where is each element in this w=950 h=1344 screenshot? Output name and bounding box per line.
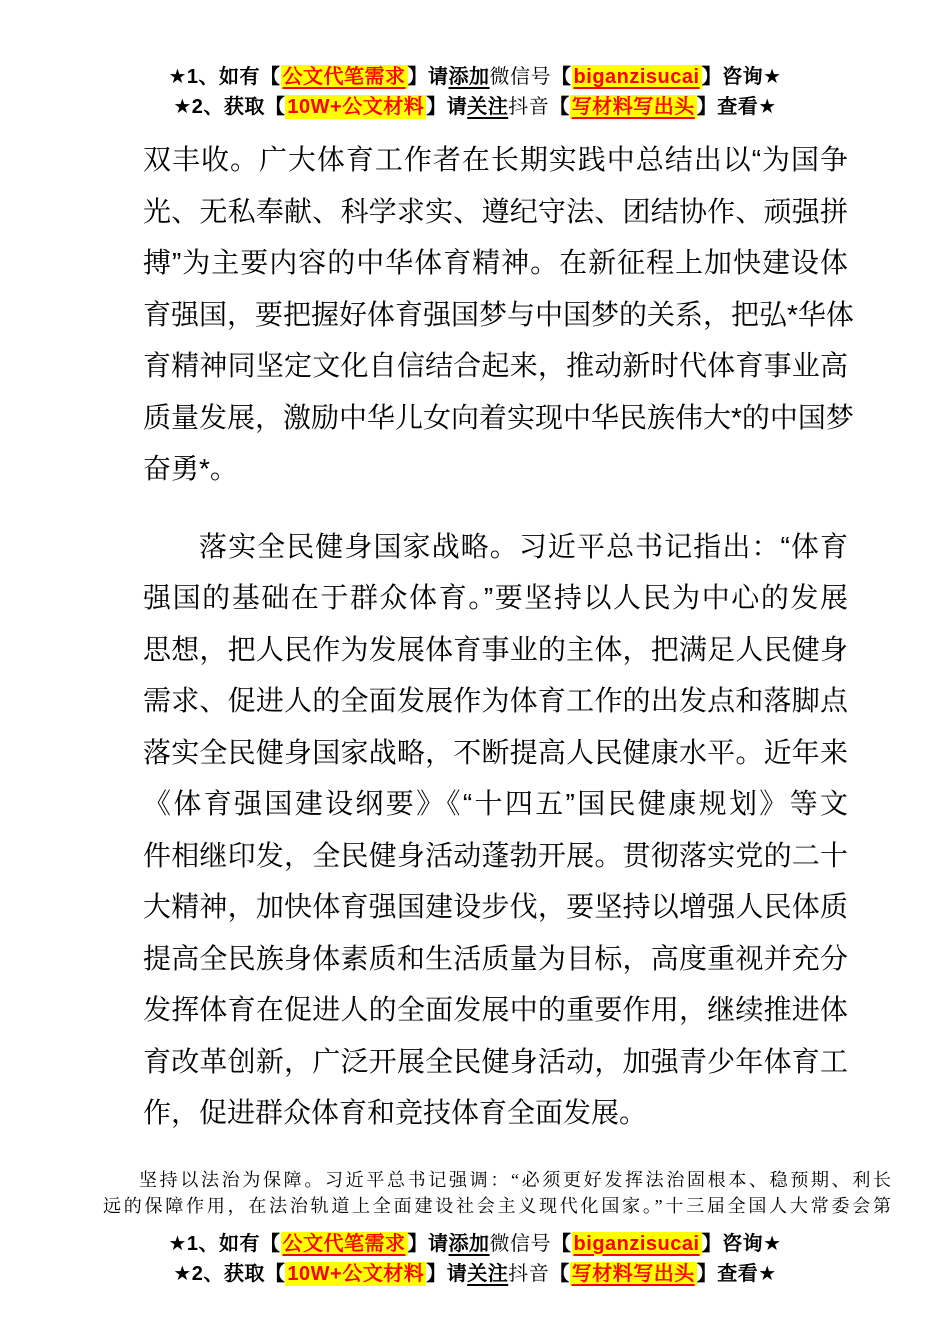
douyin-id-highlight: 写材料写出头 [571,96,695,118]
follow-action-text: 关注 [467,96,509,118]
text-line: 提高全民族身体素质和生活质量为目标，高度重视并充分 [143,942,848,974]
ad-text: 】请 [426,96,468,118]
add-action-text: 添加 [448,1232,490,1255]
text-line: 奋勇*。 [143,453,238,484]
ad-line [0,1229,950,1259]
ad-text: 】咨询★ [701,1232,782,1255]
ad-banner-top [0,0,950,122]
paragraph-national-fitness [143,521,848,1139]
douyin-id-highlight: 写材料写出头 [571,1262,695,1285]
wechat-id-highlight: biganzisucai [573,66,700,88]
ad-text: 】查看★ [696,96,777,118]
ad-text: ★2、获取【 [173,1262,286,1285]
text-line: 育强国，要把握好体育强国梦与中国梦的关系，把弘*华体 [143,298,854,330]
highlight-writing-service: 公文代笔需求 [282,1232,406,1255]
ad-line [0,1259,950,1289]
douyin-label: 抖音 [508,1262,550,1285]
ad-text: ★1、如有【 [168,1232,281,1255]
ad-text: 【 [549,96,570,118]
paragraph-rule-of-law [103,1167,891,1219]
douyin-label: 抖音 [508,96,550,118]
add-action-text: 添加 [448,66,490,88]
text-line: 光、无私奉献、科学求实、遵纪守法、团结协作、顽强拼 [143,195,848,227]
text-line: 远的保障作用，在法治轨道上全面建设社会主义现代化国家。”十三届全国人大常委会第 [103,1195,891,1216]
text-line: 《体育强国建设纲要》《“十四五”国民健康规划》等文 [143,788,848,819]
ad-line [0,62,950,92]
highlight-materials: 10W+公文材料 [287,1262,425,1285]
ad-banner-bottom [0,1229,950,1289]
text-line: 育改革创新，广泛开展全民健身活动，加强青少年体育工 [143,1045,848,1077]
text-line: 落实全民健身国家战略，不断提高人民健康水平。近年来 [143,736,848,768]
text-line: 发挥体育在促进人的全面发展中的重要作用，继续推进体 [143,994,848,1025]
ad-text: ★2、获取【 [173,96,286,118]
highlight-materials: 10W+公文材料 [287,96,425,118]
text-line: 搏”为主要内容的中华体育精神。在新征程上加快建设体 [143,247,848,278]
text-line: 思想，把人民作为发展体育事业的主体，把满足人民健身 [143,633,848,665]
wechat-label: 微信号 [489,1232,552,1255]
ad-text: 】查看★ [696,1262,777,1285]
text-line: 落实全民健身国家战略。习近平总书记指出：“体育 [199,530,848,562]
ad-text: ★1、如有【 [168,66,281,88]
ad-text: 【 [549,1262,570,1285]
text-line: 件相继印发，全民健身活动蓬勃开展。贯彻落实党的二十 [143,839,848,871]
ad-text: 】咨询★ [701,66,782,88]
text-line: 强国的基础在于群众体育。”要坚持以人民为中心的发展 [143,582,848,613]
ad-text: 【 [551,66,572,88]
document-content [103,134,891,1219]
ad-text: 】请 [407,1232,449,1255]
ad-line [0,92,950,122]
follow-action-text: 关注 [467,1262,509,1285]
wechat-label: 微信号 [489,66,552,88]
ad-text: 【 [551,1232,572,1255]
paragraph-sports-spirit [143,134,854,495]
text-line: 双丰收。广大体育工作者在长期实践中总结出以“为国争 [143,144,848,175]
text-line: 需求、促进人的全面发展作为体育工作的出发点和落脚点 [143,685,848,716]
ad-text: 】请 [426,1262,468,1285]
wechat-id-highlight: biganzisucai [573,1232,700,1255]
text-line: 育精神同坚定文化自信结合起来，推动新时代体育事业高 [143,350,848,381]
text-line: 大精神，加快体育强国建设步伐，要坚持以增强人民体质 [143,891,848,922]
text-line: 质量发展，激励中华儿女向着实现中华民族伟大*的中国梦 [143,401,854,433]
highlight-writing-service: 公文代笔需求 [282,66,406,88]
text-line: 坚持以法治为保障。习近平总书记强调：“必须更好发挥法治固根本、稳预期、利长 [139,1169,891,1190]
text-line: 作，促进群众体育和竞技体育全面发展。 [143,1097,648,1128]
ad-text: 】请 [407,66,449,88]
